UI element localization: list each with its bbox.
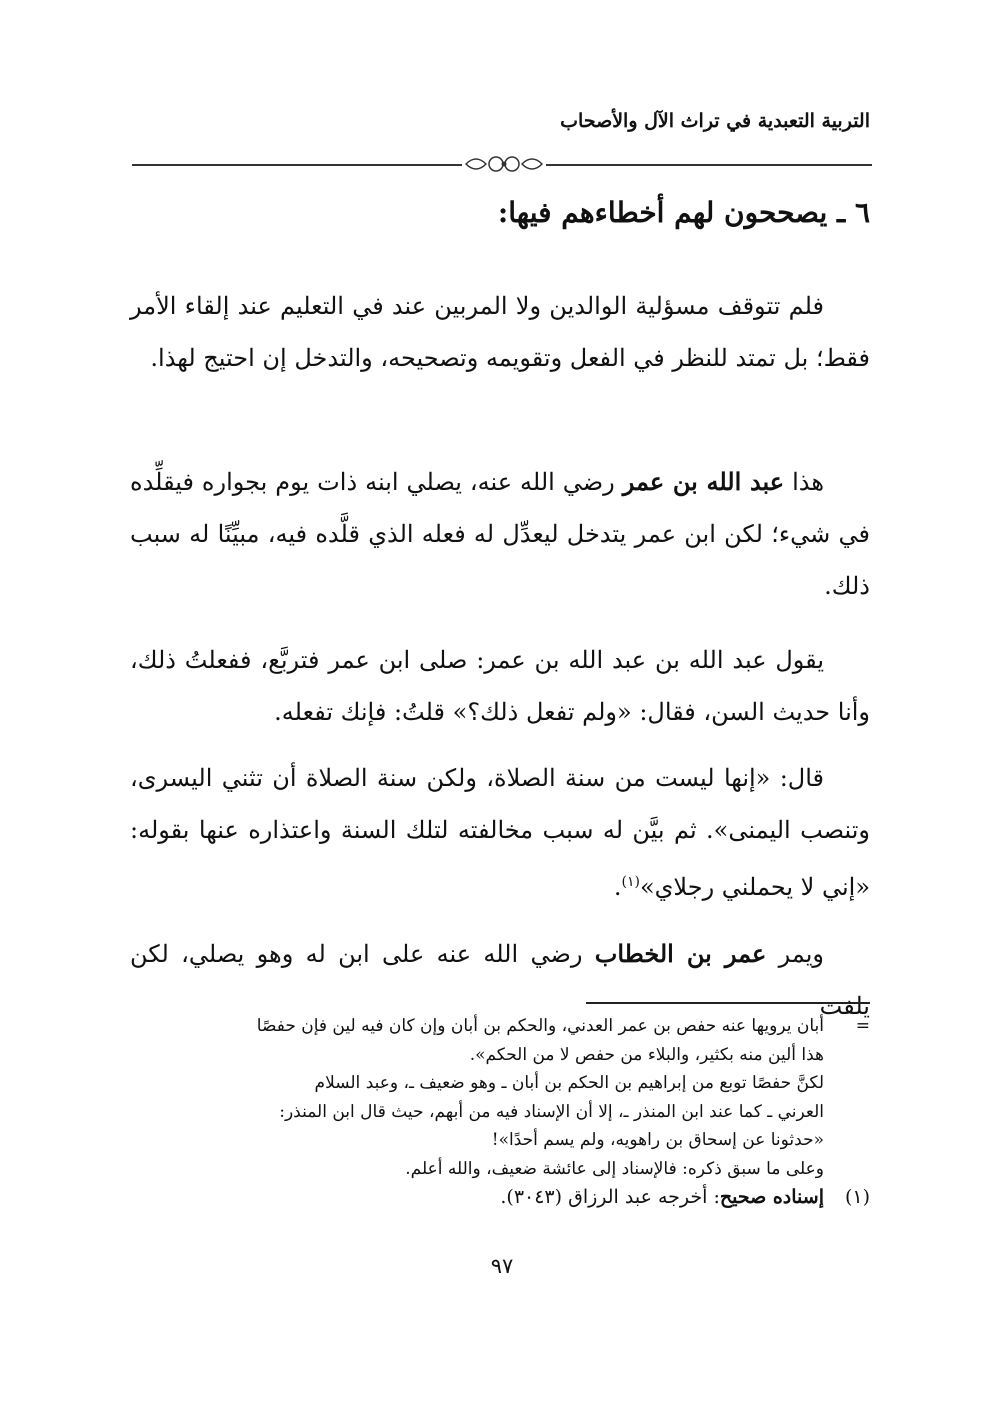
paragraph-2 [130,456,870,612]
footnote-1-grade: إسناده صحيح [719,1186,824,1208]
name-umar-ibn-al-khattab: عمر بن الخطاب [594,939,767,968]
paragraph-1-text: فلم تتوقف مسؤلية الوالدين ولا المربين عند في التعليم عند إلقاء الأمر فقط؛ بل تمتد للنظر في الفعل وتقويمه وتصحيحه، والتدخل إن احتيج لهذا. [130,292,870,372]
paragraph-2-text-b: رضي الله عنه، يصلي ابنه ذات يوم بجواره فيقلِّده في شيء؛ لكن ابن عمر يتدخل ليعدِّل له فعله الذي قلَّده فيه، مبيِّنًا له سبب ذلك. [130,468,870,600]
name-abdullah-ibn-umar: عبد الله بن عمر [622,467,785,496]
paragraph-4-text: قال: «إنها ليست من سنة الصلاة، ولكن سنة الصلاة أن تثني اليسرى، وتنصب اليمنى». ثم بيَّن له سبب مخالفته لتلك السنة واعتذاره عنها بقوله: «إني لا يحملني رجلاي» [130,764,870,901]
footnote-continuation-line: «حدثونا عن إسحاق بن راهويه، ولم يسم أحدًا»! [491,1130,824,1150]
footnote-continuation-line: العرني ـ كما عند ابن المنذر ـ، إلا أن الإسناد فيه من أبهم، حيث قال ابن المنذر: [279,1101,824,1122]
footnote-1-marker: (١) [844,1186,870,1208]
paragraph-3-text: يقول عبد الله بن عبد الله بن عمر: صلى ابن عمر فتربَّع، ففعلتُ ذلك، وأنا حديث السن، فقال: «ولم تفعل ذلك؟» قلتُ: فإنك تفعله. [130,646,870,726]
page-number: ٩٧ [490,1254,514,1278]
footnote-1-text: : أخرجه عبد الرزاق (٣٠٤٣). [500,1186,720,1208]
ornament-divider-icon [462,150,546,178]
footnote-separator [586,1002,870,1004]
paragraph-3 [130,634,870,738]
running-header-title: التربية التعبدية في تراث الآل والأصحاب [560,110,870,132]
footnote-continuation-line [130,1012,870,1041]
footnote-reference[interactable]: (١) [621,874,640,890]
section-heading: ٦ ـ يصححون لهم أخطاءهم فيها: [497,196,870,229]
footnotes [130,1012,870,1212]
footnote-line-text: أبان يرويها عنه حفص بن عمر العدني، والحكم بن أبان وإن كان فيه لين فإن حفصًا [256,1016,824,1036]
continuation-marker: = [855,1016,870,1036]
footnote-1 [130,1183,870,1212]
paragraph-1 [130,280,870,384]
paragraph-2-text-a: هذا [784,468,824,496]
paragraph-4-end: . [613,873,622,901]
footnote-continuation-line: لكنَّ حفصًا توبع من إبراهيم بن الحكم بن أبان ـ وهو ضعيف ـ، وعبد السلام [314,1073,824,1093]
paragraph-5-text-a: ويمر [766,940,825,968]
footnote-continuation-line: وعلى ما سبق ذكره: فالإسناد إلى عائشة ضعيف، والله أعلم. [405,1158,824,1179]
footnote-continuation-line: هذا ألين منه بكثير، والبلاء من حفص لا من الحكم». [469,1044,824,1065]
paragraph-5-text-b: رضي الله عنه على ابن له وهو يصلي، لكن يلفت [130,940,870,1020]
paragraph-4 [130,752,870,913]
